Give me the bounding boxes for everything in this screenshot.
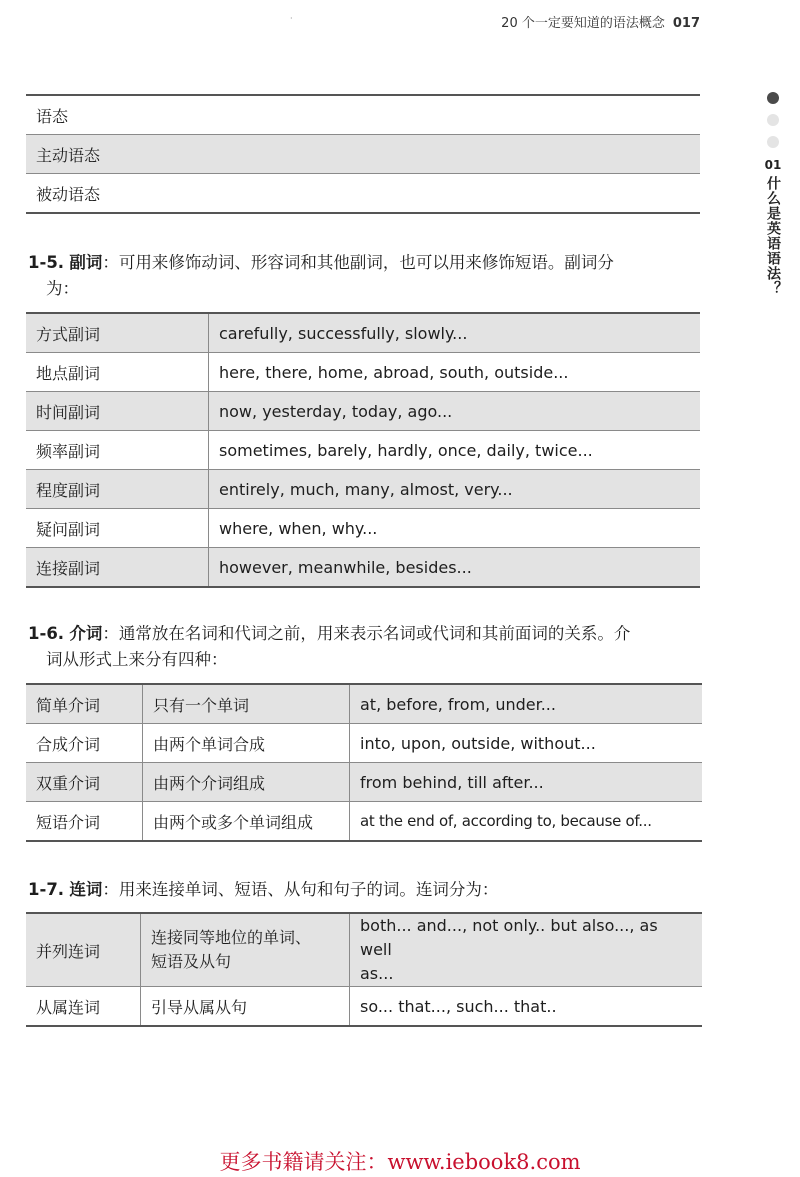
chapter-number: 01 [764, 158, 782, 172]
adverb-type: 方式副词 [26, 313, 209, 353]
prep-desc: 只有一个单词 [143, 684, 350, 724]
adverb-type: 时间副词 [26, 392, 209, 431]
adverb-type: 地点副词 [26, 353, 209, 392]
table-row [26, 392, 700, 431]
adverb-type: 程度副词 [26, 470, 209, 509]
table-row [26, 802, 702, 842]
adverb-type: 连接副词 [26, 548, 209, 588]
adverb-examples: carefully, successfully, slowly... [209, 313, 701, 353]
section-term: 连词 [69, 880, 103, 899]
section-text: ：通常放在名词和代词之前，用来表示名词或代词和其前面词的关系。介 [102, 624, 631, 643]
footer-promo: 更多书籍请关注：www.iebook8.com [219, 1150, 581, 1174]
preposition-table [26, 683, 702, 842]
conj-type: 并列连词 [26, 913, 141, 987]
conj-type: 从属连词 [26, 987, 141, 1027]
conj-desc [141, 913, 350, 987]
conj-examples [350, 913, 703, 987]
speck: · [290, 14, 293, 23]
conjunction-table [26, 912, 702, 1027]
voice-cell: 语态 [26, 95, 700, 135]
table-row [26, 431, 700, 470]
table-row [26, 913, 702, 987]
prep-examples: at the end of, according to, because of... [350, 802, 703, 842]
prep-type: 合成介词 [26, 724, 143, 763]
table-row [26, 987, 702, 1027]
table-row [26, 509, 700, 548]
section-text-cont: 为： [46, 279, 79, 298]
table-row [26, 684, 702, 724]
section-text: ：可用来修饰动词、形容词和其他副词，也可以用来修饰短语。副词分 [102, 253, 614, 272]
voice-cell: 被动语态 [26, 174, 700, 214]
conj-example-line: as... [360, 964, 394, 983]
page-header [501, 12, 700, 31]
table-row [26, 763, 702, 802]
conj-examples: so... that..., such... that.. [350, 987, 703, 1027]
table-row [26, 313, 700, 353]
table-row [26, 548, 700, 588]
prep-examples: at, before, from, under... [350, 684, 703, 724]
prep-type: 短语介词 [26, 802, 143, 842]
table-row [26, 724, 702, 763]
nav-dot-active-icon [767, 92, 779, 104]
preposition-heading [28, 621, 630, 673]
section-number: 1-5. [28, 253, 65, 272]
section-number: 1-6. [28, 624, 65, 643]
prep-type: 双重介词 [26, 763, 143, 802]
conj-example-line: both... and..., not only.. but also..., as well [360, 916, 658, 959]
section-text: ：用来连接单词、短语、从句和句子的词。连词分为： [102, 880, 499, 899]
adverb-examples: where, when, why... [209, 509, 701, 548]
adverb-type: 疑问副词 [26, 509, 209, 548]
table-row [26, 95, 700, 135]
table-row [26, 353, 700, 392]
section-term: 介词 [69, 624, 103, 643]
nav-dot-icon [767, 114, 779, 126]
nav-dot-icon [767, 136, 779, 148]
conj-desc-line: 短语及从句 [151, 952, 232, 971]
header-title: 20 个一定要知道的语法概念 [501, 16, 665, 31]
voice-cell: 主动语态 [26, 135, 700, 174]
table-row [26, 174, 700, 214]
adverb-type: 频率副词 [26, 431, 209, 470]
section-number: 1-7. [28, 880, 65, 899]
adverb-examples: entirely, much, many, almost, very... [209, 470, 701, 509]
adverb-heading [28, 250, 614, 302]
section-term: 副词 [69, 253, 103, 272]
prep-desc: 由两个或多个单词组成 [143, 802, 350, 842]
adverb-examples: sometimes, barely, hardly, once, daily, twice... [209, 431, 701, 470]
table-row [26, 470, 700, 509]
prep-examples: from behind, till after... [350, 763, 703, 802]
conj-desc: 引导从属从句 [141, 987, 350, 1027]
adverb-examples: however, meanwhile, besides... [209, 548, 701, 588]
adverb-examples: here, there, home, abroad, south, outside... [209, 353, 701, 392]
chapter-side-nav [760, 92, 786, 296]
voice-table [26, 94, 700, 214]
adverb-examples: now, yesterday, today, ago... [209, 392, 701, 431]
conj-desc-line: 连接同等地位的单词、 [151, 928, 312, 947]
table-row [26, 135, 700, 174]
adverb-table [26, 312, 700, 588]
chapter-title: 什么是英语语法？ [765, 176, 781, 296]
prep-examples: into, upon, outside, without... [350, 724, 703, 763]
page-number: 017 [672, 16, 700, 31]
prep-desc: 由两个介词组成 [143, 763, 350, 802]
conjunction-heading [28, 877, 498, 903]
prep-desc: 由两个单词合成 [143, 724, 350, 763]
prep-type: 简单介词 [26, 684, 143, 724]
section-text-cont: 词从形式上来分有四种： [46, 650, 228, 669]
